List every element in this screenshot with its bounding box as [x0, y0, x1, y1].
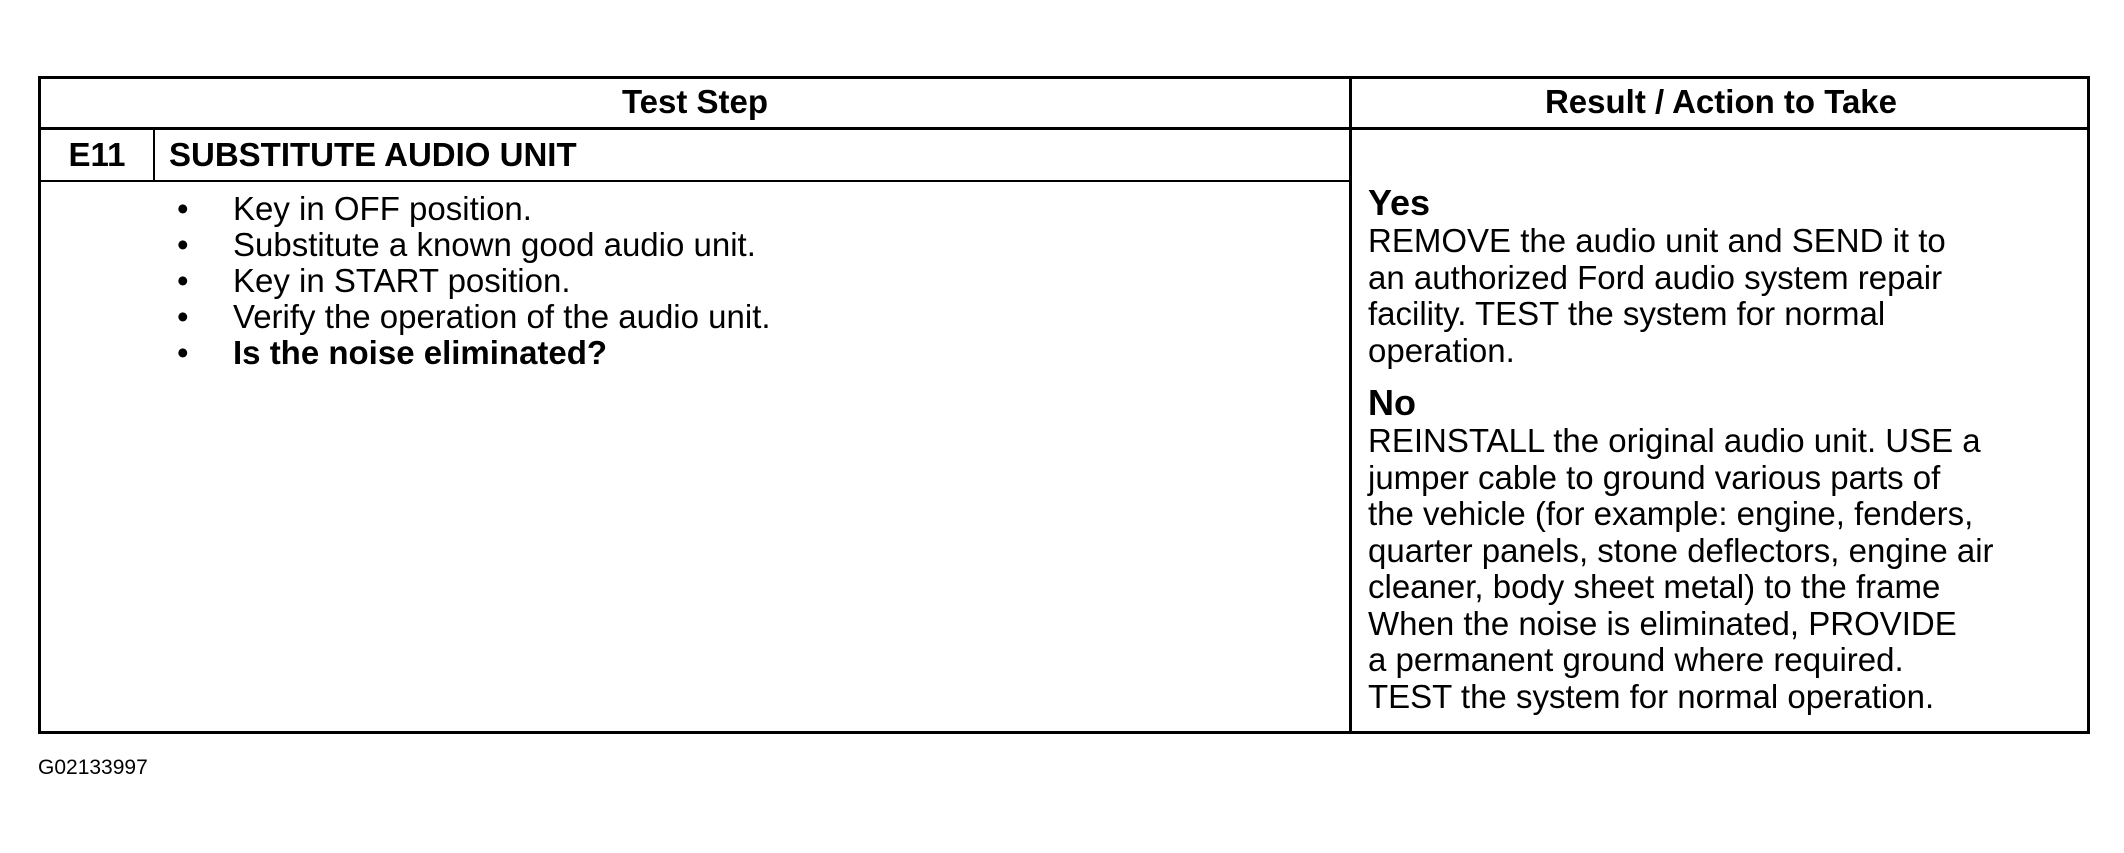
result-no-line: jumper cable to ground various parts of [1368, 458, 1941, 496]
result-yes [1368, 183, 2088, 369]
step-question: • Is the noise eliminated? [177, 334, 608, 371]
step-instruction: • Verify the operation of the audio unit. [177, 298, 771, 335]
result-no-line: the vehicle (for example: engine, fenders, [1368, 495, 1974, 532]
figure-id: G02133997 [38, 756, 148, 779]
result-no-line: cleaner, body sheet metal) to the frame [1368, 568, 1941, 605]
step-id: E11 [68, 136, 126, 173]
result-yes-line: REMOVE the audio unit and SEND it to [1368, 222, 1946, 259]
bullet-icon: • [177, 262, 189, 299]
result-no-line: TEST the system for normal operation. [1368, 677, 1935, 715]
bullet-icon: • [177, 298, 189, 335]
result-no-line: quarter panels, stone deflectors, engine air [1368, 531, 1994, 569]
step-id-divider [153, 130, 155, 180]
result-yes-line: facility. TEST the system for normal [1368, 295, 1886, 332]
step-instruction: • Substitute a known good audio unit. [177, 226, 756, 263]
bullet-icon: • [177, 334, 189, 371]
step-title-divider [41, 180, 1349, 182]
bullet-icon: • [177, 190, 189, 227]
result-yes-line: operation. [1368, 331, 1515, 369]
result-no-line: When the noise is eliminated, PROVIDE [1368, 604, 1957, 642]
step-title: SUBSTITUTE AUDIO UNIT [169, 136, 577, 173]
result-no [1368, 383, 2088, 715]
result-no-line: a permanent ground where required. [1368, 641, 1904, 678]
header-test-step: Test Step [621, 83, 769, 120]
header-result-action: Result / Action to Take [1544, 83, 1898, 120]
step-instruction: • Key in START position. [177, 262, 571, 299]
step-instructions-list [171, 191, 771, 371]
test-step-table [38, 76, 2090, 734]
result-no-label: No [1368, 382, 1416, 423]
result-no-line: REINSTALL the original audio unit. USE a [1368, 422, 1981, 459]
bullet-icon: • [177, 226, 189, 263]
results-column [1368, 183, 2088, 715]
result-yes-label: Yes [1368, 182, 1431, 223]
column-divider [1349, 79, 1352, 731]
step-instruction: • Key in OFF position. [177, 190, 532, 227]
result-yes-line: an authorized Ford audio system repair [1368, 258, 1943, 296]
